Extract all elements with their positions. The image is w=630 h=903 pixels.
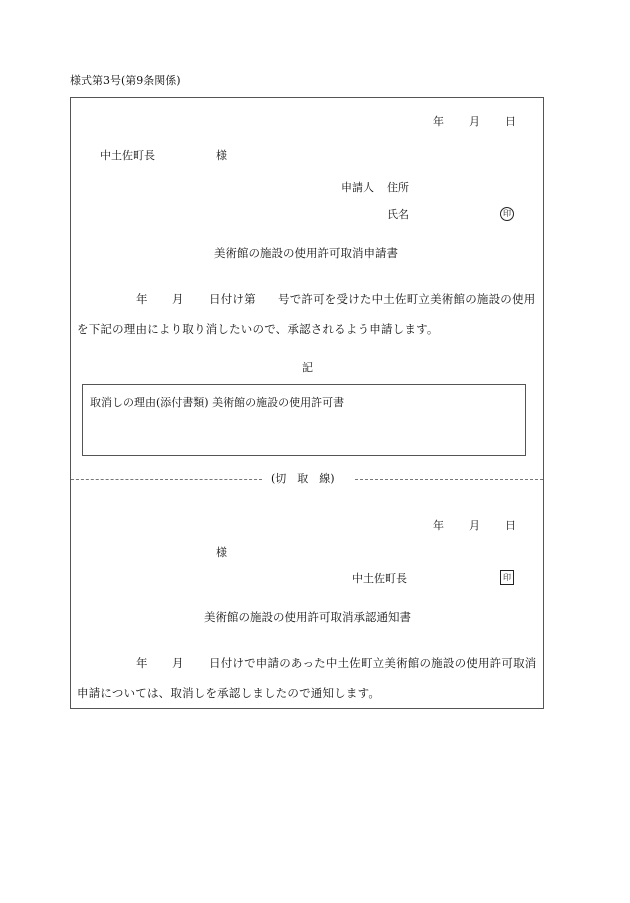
reason-label: 取消しの理由(添付書類) 美術館の施設の使用許可書 xyxy=(90,396,345,409)
issuer: 中土佐町長 xyxy=(352,572,407,585)
application-body-month: 月 xyxy=(172,292,184,306)
approval-date-month: 月 xyxy=(469,519,480,532)
approval-honorific: 様 xyxy=(216,546,227,559)
cut-line-left xyxy=(71,479,262,480)
reason-box xyxy=(82,384,526,456)
addressee: 中土佐町長 xyxy=(100,149,155,162)
approval-body-line2: 申請については、取消しを承認しましたので通知します。 xyxy=(77,686,381,700)
approval-body-year: 年 xyxy=(136,656,148,670)
addressee-honorific: 様 xyxy=(216,149,227,162)
application-date-day: 日 xyxy=(505,115,516,128)
application-date-month: 月 xyxy=(469,115,480,128)
approval-title: 美術館の施設の使用許可取消承認通知書 xyxy=(204,610,411,624)
application-date-year: 年 xyxy=(433,115,444,128)
approval-date-year: 年 xyxy=(433,519,444,532)
seal-circle-icon: 印 xyxy=(500,207,514,221)
cut-line-label: (切 取 線) xyxy=(271,472,335,485)
approval-body-month: 月 xyxy=(172,656,184,670)
form-number-label: 様式第3号(第9条関係) xyxy=(70,74,181,87)
seal-mark xyxy=(500,207,514,221)
application-title: 美術館の施設の使用許可取消申請書 xyxy=(214,246,398,260)
name-label: 氏名 xyxy=(387,208,409,221)
seal-square-icon: 印 xyxy=(500,570,514,585)
application-body-dated-no: 日付け第 xyxy=(209,292,256,306)
applicant-label: 申請人 xyxy=(341,181,374,194)
address-label: 住所 xyxy=(387,181,409,194)
approval-body-line1: 日付けで申請のあった中土佐町立美術館の施設の使用許可取消 xyxy=(209,656,537,670)
issuer-seal-mark xyxy=(500,570,514,585)
ki-heading: 記 xyxy=(302,361,313,374)
application-body-year: 年 xyxy=(136,292,148,306)
application-body-line2: を下記の理由により取り消したいので、承認されるよう申請します。 xyxy=(77,322,439,336)
cut-line-right xyxy=(355,479,543,480)
application-body-line1: 号で許可を受けた中土佐町立美術館の施設の使用 xyxy=(278,292,536,306)
approval-date-day: 日 xyxy=(505,519,516,532)
